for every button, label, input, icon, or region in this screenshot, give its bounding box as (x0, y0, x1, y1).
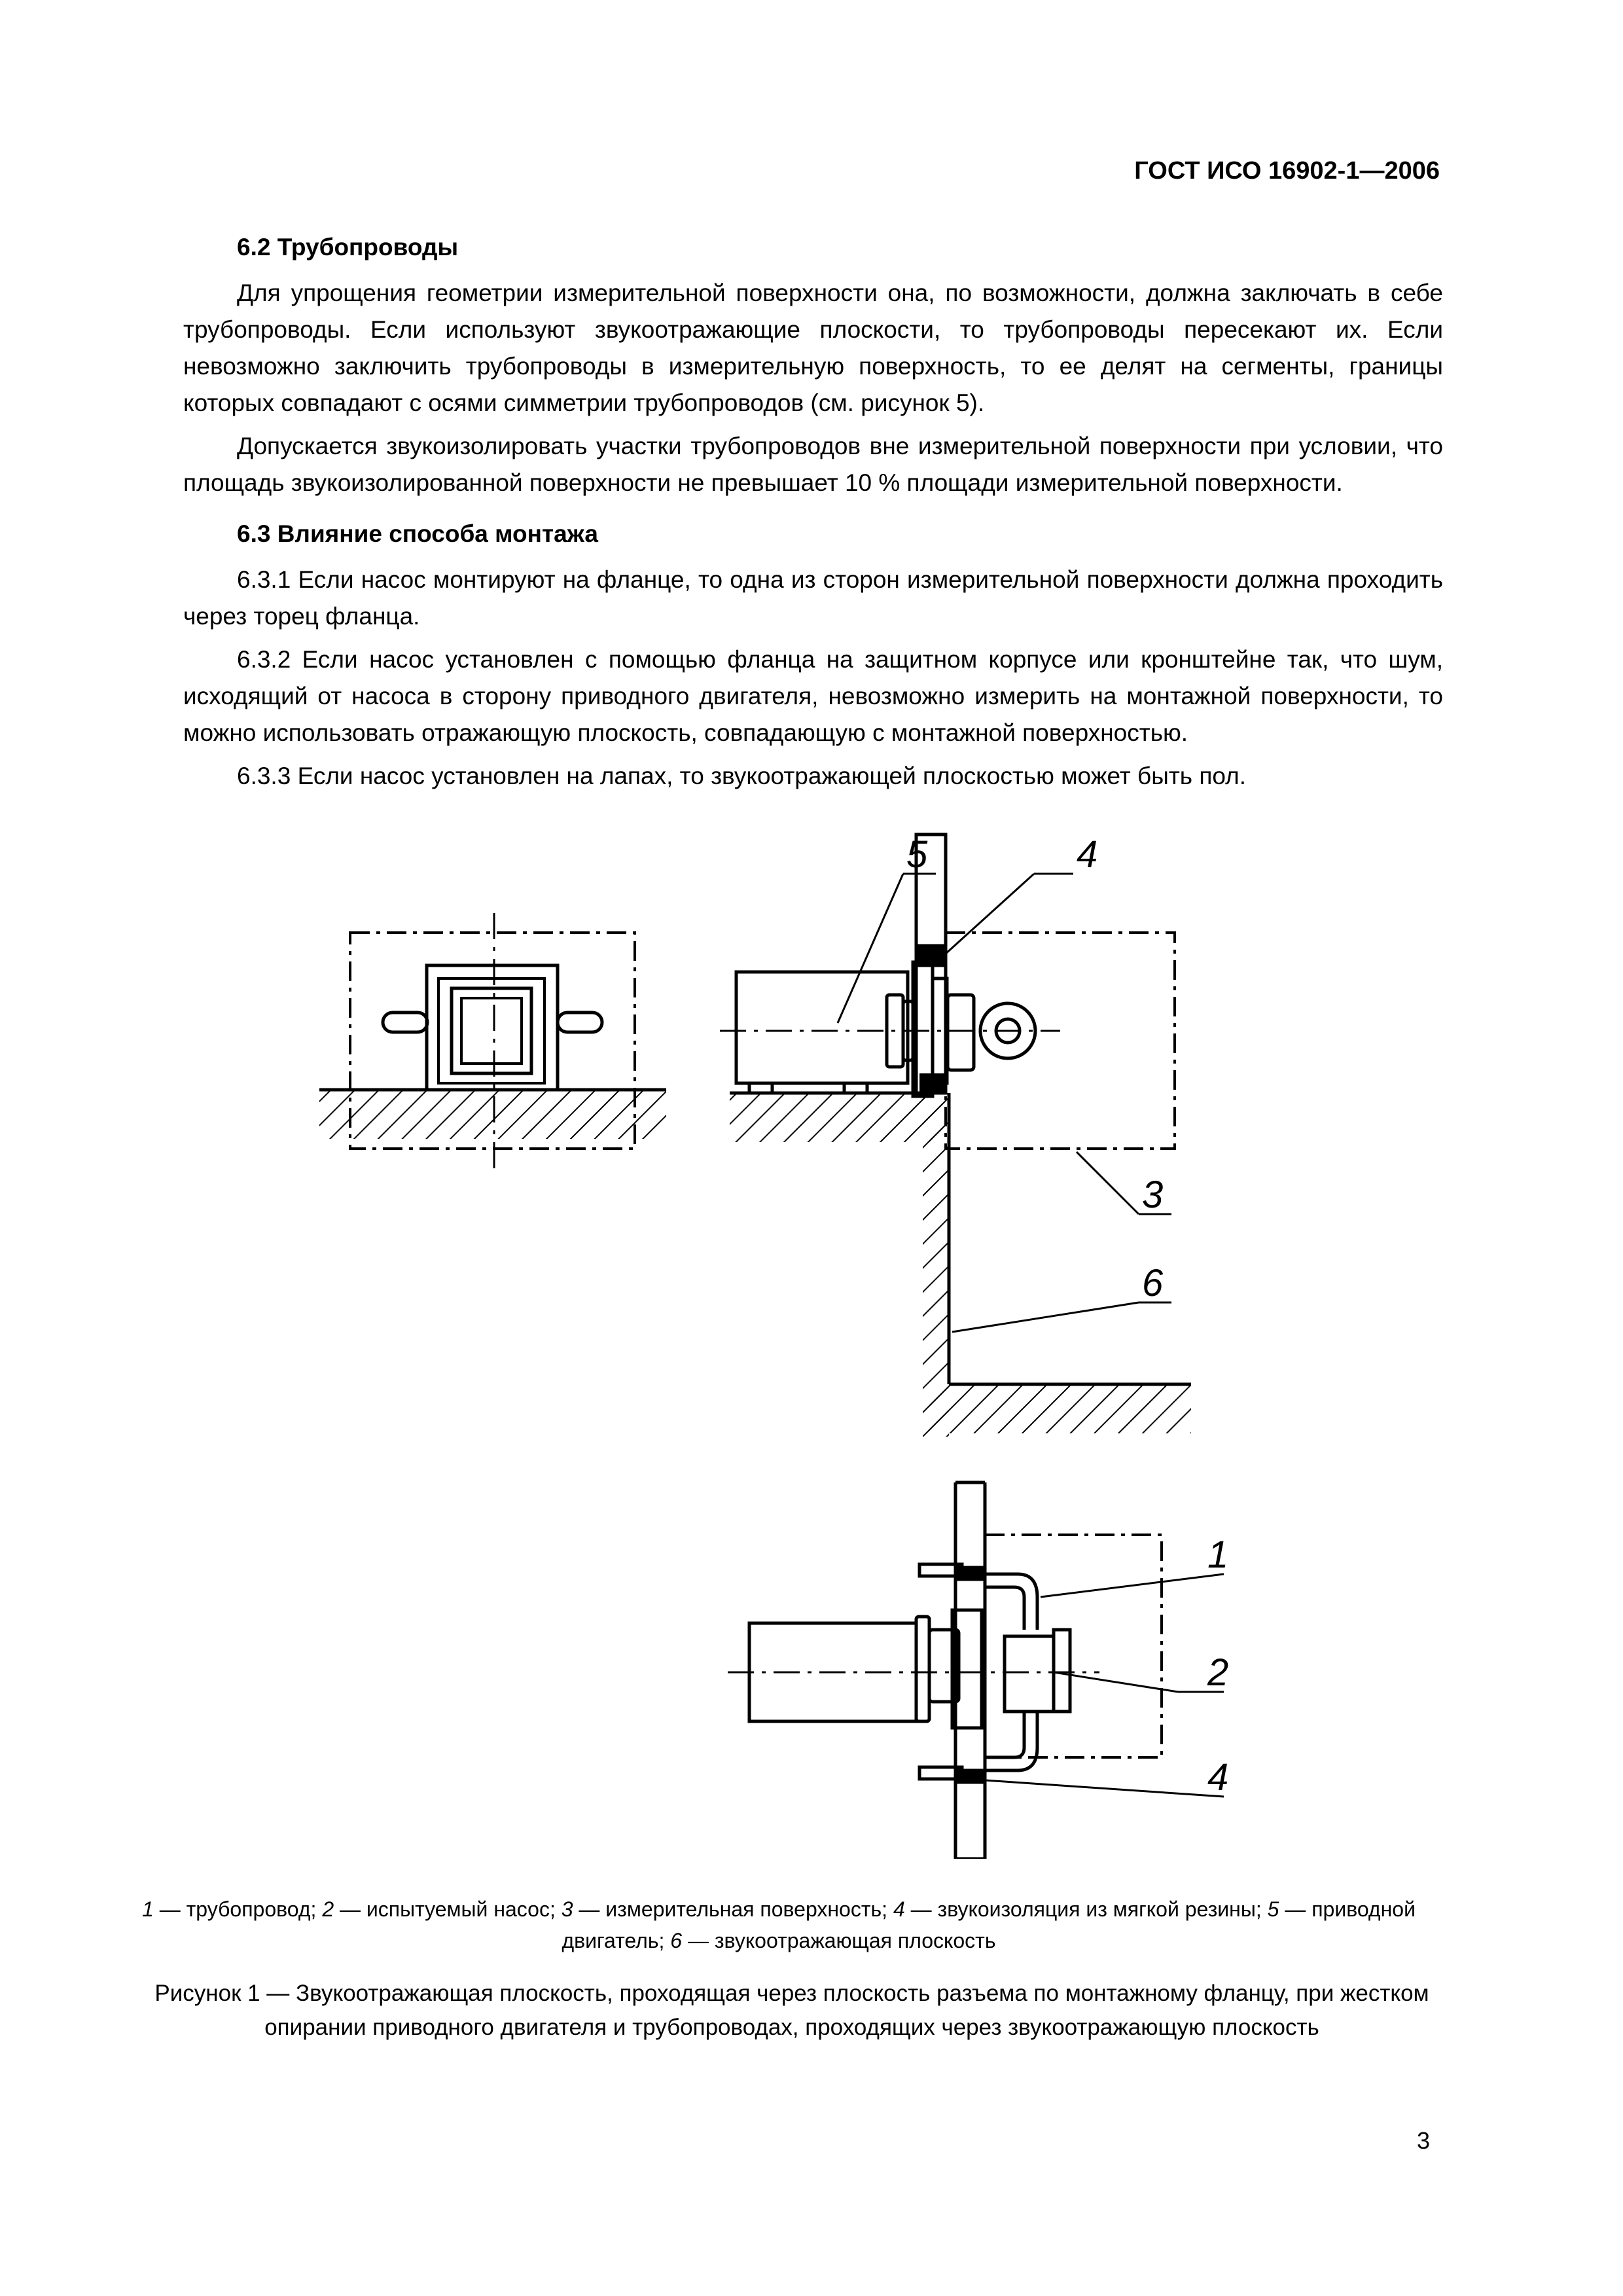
label-4: 4 (1077, 833, 1098, 876)
figure-1-diagram (0, 812, 1623, 1859)
label-1: 1 (1207, 1534, 1229, 1576)
label-6: 6 (1142, 1262, 1164, 1304)
legend-num: 1 (142, 1897, 154, 1921)
top-view (728, 1482, 1224, 1859)
legend-num: 3 (561, 1897, 573, 1921)
front-view (319, 913, 666, 1172)
paragraph: Для упрощения геометрии измерительной поверхности она, по возможности, должна заключать в себе трубопроводы. Если используют звукоотражающие плоскости, то трубопроводы пересекают их. Если невозможно заключить трубопроводы в измерительную поверхность, то ее делят на сегменты, границы которых совпадают с осями симметрии трубопроводов (см. рисунок 5). (183, 279, 1443, 416)
paragraph: 6.3.2 Если насос установлен с помощью фланца на защитном корпусе или кронштейне так, что шум, исходящий от насоса в сторону приводного двигателя, невозможно измерить на монтажной поверхности, то можно использовать отражающую плоскость, совпадающую с монтажной поверхностью. (183, 646, 1443, 746)
label-2: 2 (1207, 1651, 1229, 1694)
legend-text: — измерительная поверхность; (573, 1897, 893, 1921)
document-header: ГОСТ ИСО 16902-1—2006 (1134, 157, 1440, 185)
paragraph: 6.3.1 Если насос монтируют на фланце, то одна из сторон измерительной поверхности должна проходить через торец фланца. (183, 566, 1443, 630)
legend-text: — звукоизоляция из мягкой резины; (904, 1897, 1268, 1921)
legend-num: 4 (893, 1897, 905, 1921)
legend-num: 5 (1267, 1897, 1279, 1921)
legend-text: — трубопровод; (153, 1897, 323, 1921)
text-body (183, 229, 1443, 801)
label-5: 5 (906, 833, 928, 876)
label-4: 4 (1207, 1756, 1229, 1799)
legend-text: — приводной двигатель; (562, 1897, 1416, 1952)
paragraph: Допускается звукоизолировать участки трубопроводов вне измерительной поверхности при условии, что площадь звукоизолированной поверхности не превышает 10 % площади измерительной поверхности. (183, 433, 1443, 496)
legend-num: 6 (670, 1929, 683, 1952)
section-heading-6-2: 6.2 Трубопроводы (237, 234, 459, 260)
side-view (720, 834, 1191, 1437)
figure-caption: Рисунок 1 — Звукоотражающая плоскость, проходящая через плоскость разъема по монтажному фланцу, при жестком опирании приводного двигателя и трубопроводах, проходящих через звукоотражающую плоскость (154, 1981, 1429, 2040)
page-number: 3 (1416, 2127, 1430, 2154)
legend-text: — испытуемый насос; (334, 1897, 562, 1921)
figure-legend (115, 1893, 1443, 1956)
label-3: 3 (1142, 1174, 1164, 1216)
section-heading-6-3: 6.3 Влияние способа монтажа (237, 520, 598, 547)
legend-text: — звукоотражающая плоскость (682, 1929, 996, 1952)
legend-num: 2 (322, 1897, 334, 1921)
paragraph: 6.3.3 Если насос установлен на лапах, то звукоотражающей плоскостью может быть пол. (237, 762, 1246, 789)
